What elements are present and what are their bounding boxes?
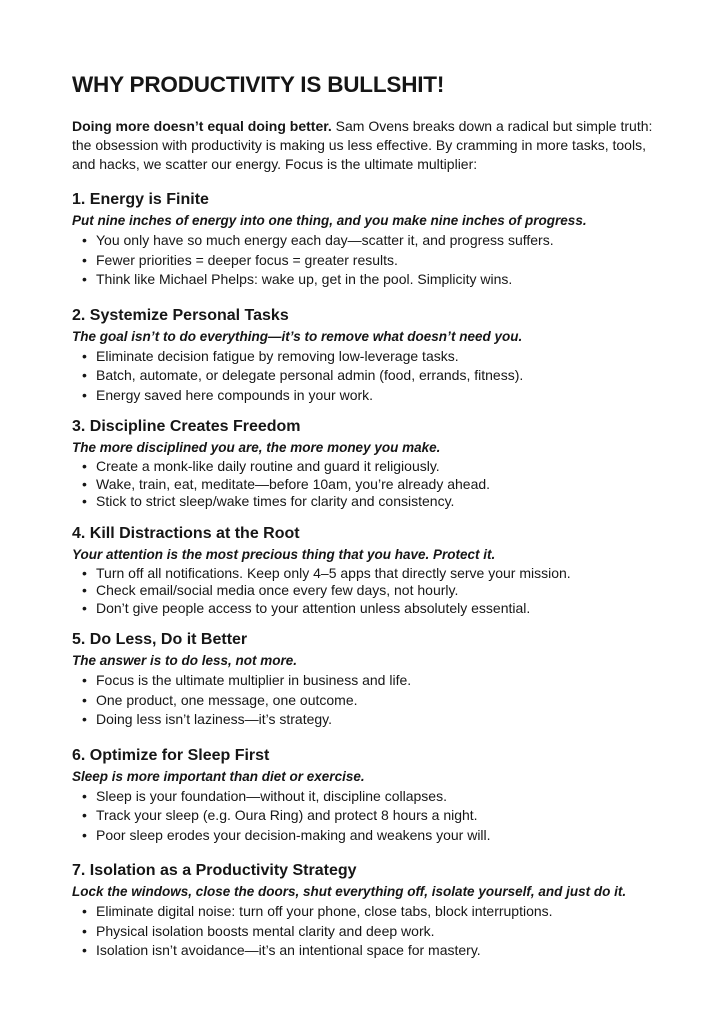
list-item: • Think like Michael Phelps: wake up, get in the pool. Simplicity wins. bbox=[82, 270, 660, 290]
list-item: • Fewer priorities = deeper focus = greater results. bbox=[82, 251, 660, 271]
section-heading: 1. Energy is Finite bbox=[72, 191, 209, 208]
section-kill-distractions bbox=[72, 523, 660, 618]
bullet-list bbox=[72, 787, 660, 846]
list-item: • Create a monk-like daily routine and guard it religiously. bbox=[82, 458, 660, 476]
list-item: • Energy saved here compounds in your work. bbox=[82, 386, 660, 406]
section-heading: 6. Optimize for Sleep First bbox=[72, 746, 270, 764]
bullet-list bbox=[72, 902, 660, 961]
section-energy-is-finite bbox=[72, 189, 660, 290]
bullet-list bbox=[72, 347, 660, 406]
list-item: • Track your sleep (e.g. Oura Ring) and protect 8 hours a night. bbox=[82, 806, 660, 826]
list-item: • Physical isolation boosts mental clarity and deep work. bbox=[82, 922, 660, 942]
section-quote: The more disciplined you are, the more money you make. bbox=[72, 440, 441, 455]
intro-paragraph bbox=[72, 117, 660, 174]
document-title: WHY PRODUCTIVITY IS BULLSHIT! bbox=[72, 72, 445, 97]
bullet-list bbox=[72, 231, 660, 290]
intro-body: Sam Ovens breaks down a radical but simple truth: the obsession with productivity is making us less effective. By cramming in more tasks, tools, and hacks, we scatter our energy. Focus is the ultimate multiplier: bbox=[72, 118, 653, 172]
section-quote: Sleep is more important than diet or exercise. bbox=[72, 768, 365, 784]
section-systemize-personal-tasks bbox=[72, 305, 660, 406]
section-optimize-for-sleep bbox=[72, 745, 660, 846]
list-item: • Don’t give people access to your attention unless absolutely essential. bbox=[82, 600, 660, 618]
intro-lead: Doing more doesn’t equal doing better. bbox=[72, 118, 332, 134]
section-quote: The goal isn’t to do everything—it’s to remove what doesn’t need you. bbox=[72, 328, 523, 344]
section-quote: Put nine inches of energy into one thing, and you make nine inches of progress. bbox=[72, 213, 587, 228]
section-quote: Your attention is the most precious thing that you have. Protect it. bbox=[72, 546, 496, 562]
list-item: • One product, one message, one outcome. bbox=[82, 691, 660, 711]
list-item: • Batch, automate, or delegate personal admin (food, errands, fitness). bbox=[82, 366, 660, 386]
section-heading: 4. Kill Distractions at the Root bbox=[72, 524, 300, 542]
section-heading: 3. Discipline Creates Freedom bbox=[72, 418, 301, 435]
bullet-list bbox=[72, 458, 660, 511]
section-discipline-creates-freedom bbox=[72, 416, 660, 511]
list-item: • You only have so much energy each day—scatter it, and progress suffers. bbox=[82, 231, 660, 251]
list-item: • Eliminate decision fatigue by removing low-leverage tasks. bbox=[82, 347, 660, 367]
section-heading: 2. Systemize Personal Tasks bbox=[72, 306, 289, 324]
section-isolation-strategy bbox=[72, 860, 660, 961]
list-item: • Check email/social media once every few days, not hourly. bbox=[82, 582, 660, 600]
list-item: • Sleep is your foundation—without it, discipline collapses. bbox=[82, 787, 660, 807]
list-item: • Turn off all notifications. Keep only 4–5 apps that directly serve your mission. bbox=[82, 565, 660, 583]
bullet-list bbox=[72, 565, 660, 618]
list-item: • Isolation isn’t avoidance—it’s an intentional space for mastery. bbox=[82, 941, 660, 961]
section-quote: The answer is to do less, not more. bbox=[72, 653, 298, 668]
section-do-less bbox=[72, 629, 660, 730]
list-item: • Wake, train, eat, meditate—before 10am, you’re already ahead. bbox=[82, 476, 660, 494]
section-quote: Lock the windows, close the doors, shut everything off, isolate yourself, and just do it. bbox=[72, 884, 627, 899]
section-heading: 7. Isolation as a Productivity Strategy bbox=[72, 862, 357, 879]
list-item: • Stick to strict sleep/wake times for clarity and consistency. bbox=[82, 493, 660, 511]
list-item: • Focus is the ultimate multiplier in business and life. bbox=[82, 671, 660, 691]
list-item: • Eliminate digital noise: turn off your phone, close tabs, block interruptions. bbox=[82, 902, 660, 922]
list-item: • Doing less isn’t laziness—it’s strategy. bbox=[82, 710, 660, 730]
bullet-list bbox=[72, 671, 660, 730]
list-item: • Poor sleep erodes your decision-making and weakens your will. bbox=[82, 826, 660, 846]
section-heading: 5. Do Less, Do it Better bbox=[72, 631, 248, 648]
